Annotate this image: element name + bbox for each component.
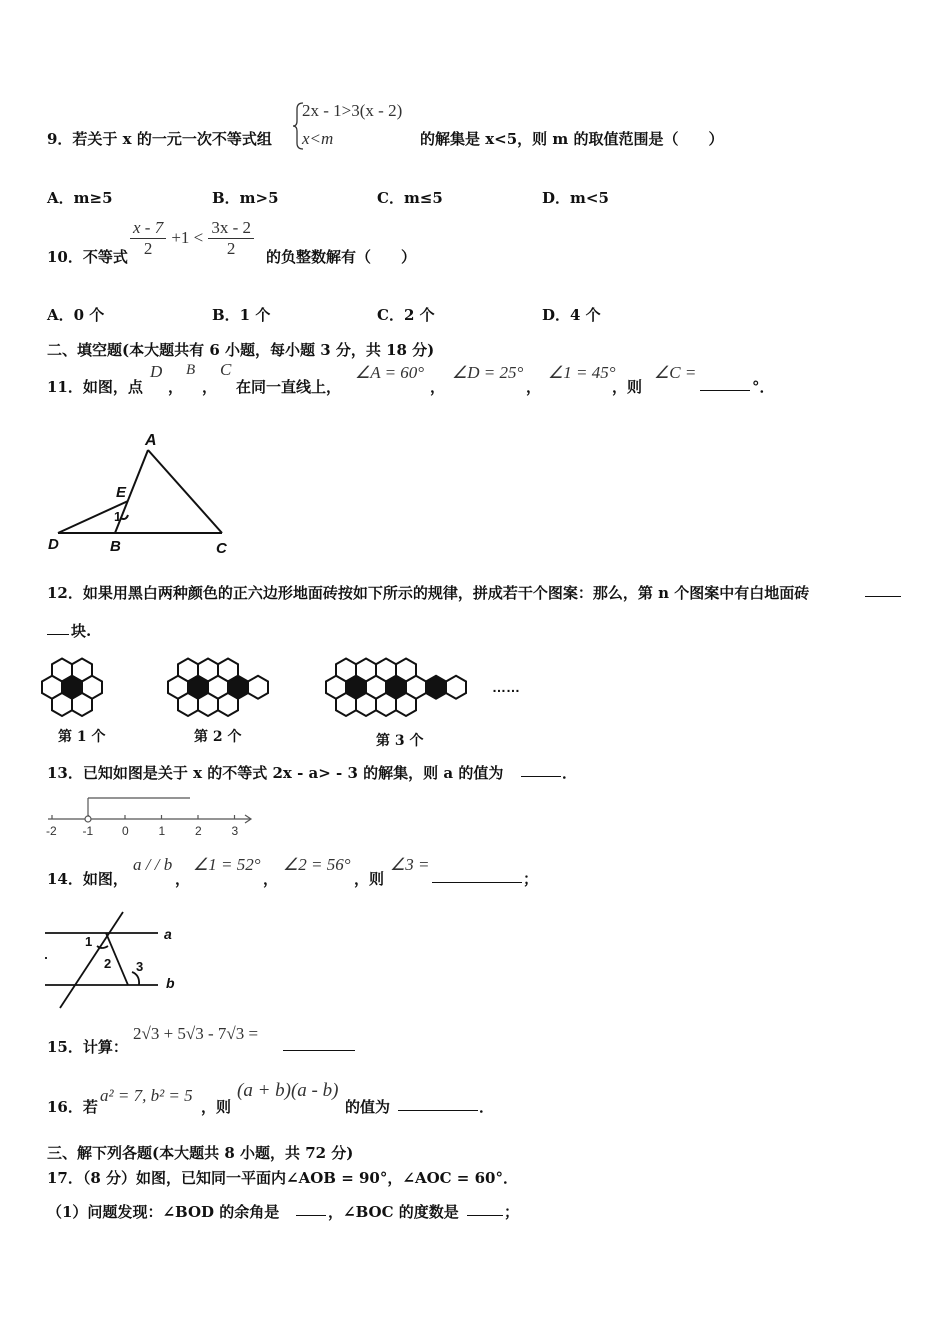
q13-end: ． — [562, 764, 578, 782]
q14-angle-3: ∠3 = — [390, 855, 430, 874]
q10-option-b: B．1 个 — [212, 306, 271, 324]
number-line-tick-label: -1 — [82, 824, 94, 838]
q9-prefix: 9．若关于 x 的一元一次不等式组 — [47, 130, 272, 148]
q16-end: ． — [479, 1098, 495, 1116]
q14-answer-blank[interactable] — [432, 868, 522, 887]
white-hexagon-tile — [376, 693, 396, 716]
q10-prefix: 10．不等式 — [47, 248, 128, 266]
q14-parallel-lines-figure — [40, 908, 190, 1013]
q12-line1: 12．如果用黑白两种颜色的正六边形地面砖按如下所示的规律，拼成若干个图案：那么，第 n 个图案中有白地面砖 — [47, 584, 810, 602]
white-hexagon-tile — [396, 693, 416, 716]
q17-line2-part-b: ，∠BOC 的度数是 — [328, 1203, 459, 1221]
q11-comma-3: ， — [430, 378, 446, 396]
line-ac — [148, 450, 222, 533]
q17-line2-part-a: （1）问题发现：∠BOD 的余角是 — [47, 1203, 280, 1221]
label-c: C — [216, 540, 227, 557]
q17-answer-blank-2[interactable] — [467, 1201, 503, 1220]
q12-answer-blank-part2[interactable] — [47, 620, 69, 639]
q12-answer-blank-part1[interactable] — [865, 582, 901, 601]
q12-line2-end: 块. — [71, 622, 92, 640]
q9-option-d: D．m<5 — [542, 189, 609, 207]
q15-prefix: 15．计算： — [47, 1038, 128, 1056]
label-e: E — [116, 484, 127, 501]
q9-suffix: 的解集是 x<5，则 m 的取值范围是（ ） — [420, 130, 724, 148]
white-hexagon-tile — [52, 693, 72, 716]
q11-angle-d: ∠D = 25° — [452, 363, 524, 382]
q14-angle-1: ∠1 = 52° — [193, 855, 261, 874]
q15-expression: 2√3 + 5√3 - 7√3 = — [133, 1024, 259, 1043]
white-hexagon-tile — [336, 693, 356, 716]
q11-comma-2: ， — [202, 378, 218, 396]
q10-option-d: D．4 个 — [542, 306, 601, 324]
q16-suffix: 的值为 — [345, 1098, 391, 1116]
q12-caption-3: 第 3 个 — [376, 733, 424, 749]
white-hexagon-tile — [198, 693, 218, 716]
section-2-heading: 二、填空题(本大题共有 6 小题，每小题 3 分，共 18 分) — [47, 341, 435, 359]
q14-comma-1: ， — [175, 870, 191, 888]
label-b: B — [110, 538, 121, 555]
q9-option-a: A．m≥5 — [47, 189, 113, 207]
label-angle-3: 3 — [136, 959, 144, 974]
q11-triangle-figure — [40, 425, 240, 560]
q14-comma-2: ， — [263, 870, 279, 888]
q11-end: °． — [752, 378, 775, 396]
white-hexagon-tile — [218, 693, 238, 716]
q13-text: 13．已知如图是关于 x 的不等式 2x - a> - 3 的解集，则 a 的值为 — [47, 764, 504, 782]
label-a: A — [145, 432, 157, 449]
white-hexagon-tile — [356, 693, 376, 716]
q13-number-line — [40, 795, 260, 840]
q14-end: ； — [523, 870, 539, 888]
label-1: 1 — [114, 509, 122, 524]
white-hexagon-tile — [72, 693, 92, 716]
q10-frac1-den: 2 — [143, 239, 153, 258]
label-line-a: a — [164, 926, 172, 942]
q9-system — [292, 101, 422, 151]
q12-caption-2: 第 2 个 — [194, 729, 242, 745]
white-hexagon-tile — [178, 693, 198, 716]
q11-then: ，则 — [612, 378, 643, 396]
q13-answer-blank[interactable] — [521, 762, 561, 781]
q11-point-d: D — [150, 362, 163, 381]
q16-condition: a² = 7, b² = 5 — [100, 1086, 193, 1105]
hex-pattern-3 — [326, 659, 466, 717]
q9-option-c: C．m≤5 — [377, 189, 443, 207]
q11-prefix: 11．如图，点 — [47, 378, 143, 396]
section-3-heading: 三、解下列各题(本大题共 8 小题，共 72 分) — [47, 1144, 354, 1162]
q11-angle-a: ∠A = 60° — [355, 363, 425, 382]
q10-mid: +1 < — [171, 228, 204, 247]
q10-frac2-den: 2 — [226, 239, 236, 258]
label-angle-2: 2 — [104, 956, 112, 971]
number-line-tick-label: 3 — [231, 824, 239, 838]
q11-point-c: C — [220, 360, 232, 379]
q9-sys-line2: x<m — [302, 129, 334, 148]
hex-pattern-1 — [42, 659, 102, 717]
q10-option-a: A．0 个 — [47, 306, 105, 324]
q14-then: ，则 — [354, 870, 385, 888]
q17-answer-blank-1[interactable] — [296, 1201, 326, 1220]
number-line-tick-label: -2 — [46, 824, 57, 838]
q10-frac2-num: 3x - 2 — [208, 218, 254, 239]
white-hexagon-tile — [248, 676, 268, 699]
q11-point-b: B — [186, 362, 196, 378]
q14-parallel: a / / b — [133, 855, 173, 874]
angle-1-arc — [97, 946, 108, 948]
q14-angle-2: ∠2 = 56° — [283, 855, 351, 874]
q17-line1: 17．（8 分）如图，已知同一平面内∠AOB = 90°，∠AOC = 60°． — [47, 1169, 518, 1187]
q10-frac1-num: x - 7 — [130, 218, 166, 239]
q17-line2-end: ； — [504, 1203, 520, 1221]
q10-option-c: C．2 个 — [377, 306, 435, 324]
q12-continuation-dots: …… — [492, 679, 520, 695]
q11-comma-1: ， — [168, 378, 184, 396]
q11-angle-1: ∠1 = 45° — [548, 363, 616, 382]
q16-expression: (a + b)(a - b) — [237, 1080, 339, 1101]
q9-option-b: B．m>5 — [212, 189, 279, 207]
q12-caption-1: 第 1 个 — [58, 729, 106, 745]
q16-prefix: 16．若 — [47, 1098, 98, 1116]
q11-mid: 在同一直线上， — [236, 378, 342, 396]
label-line-b: b — [166, 975, 175, 991]
q12-hexagon-patterns — [40, 648, 540, 728]
q14-prefix: 14．如图， — [47, 870, 128, 888]
q15-answer-blank[interactable] — [283, 1036, 355, 1055]
q11-angle-c: ∠C = — [654, 363, 697, 382]
q9-sys-line1: 2x - 1>3(x - 2) — [302, 101, 403, 120]
hex-pattern-2 — [168, 659, 268, 717]
white-hexagon-tile — [446, 676, 466, 699]
label-angle-1: 1 — [85, 934, 93, 949]
open-circle-icon — [85, 816, 91, 822]
transversal-1 — [60, 912, 123, 1008]
number-line-tick-label: 0 — [122, 824, 129, 838]
q16-then: ，则 — [201, 1098, 232, 1116]
q16-answer-blank[interactable] — [398, 1096, 478, 1115]
q10-fraction-1 — [130, 218, 166, 259]
number-line-tick-label: 2 — [195, 824, 202, 838]
number-line-tick-label: 1 — [158, 824, 166, 838]
q10-suffix: 的负整数解有（ ） — [266, 248, 417, 266]
q10-expression — [130, 218, 254, 259]
q11-comma-4: ， — [526, 378, 542, 396]
q11-answer-blank[interactable] — [700, 376, 750, 395]
label-d: D — [48, 536, 59, 553]
black-hexagon-tile — [426, 676, 446, 699]
q10-fraction-2 — [208, 218, 254, 259]
